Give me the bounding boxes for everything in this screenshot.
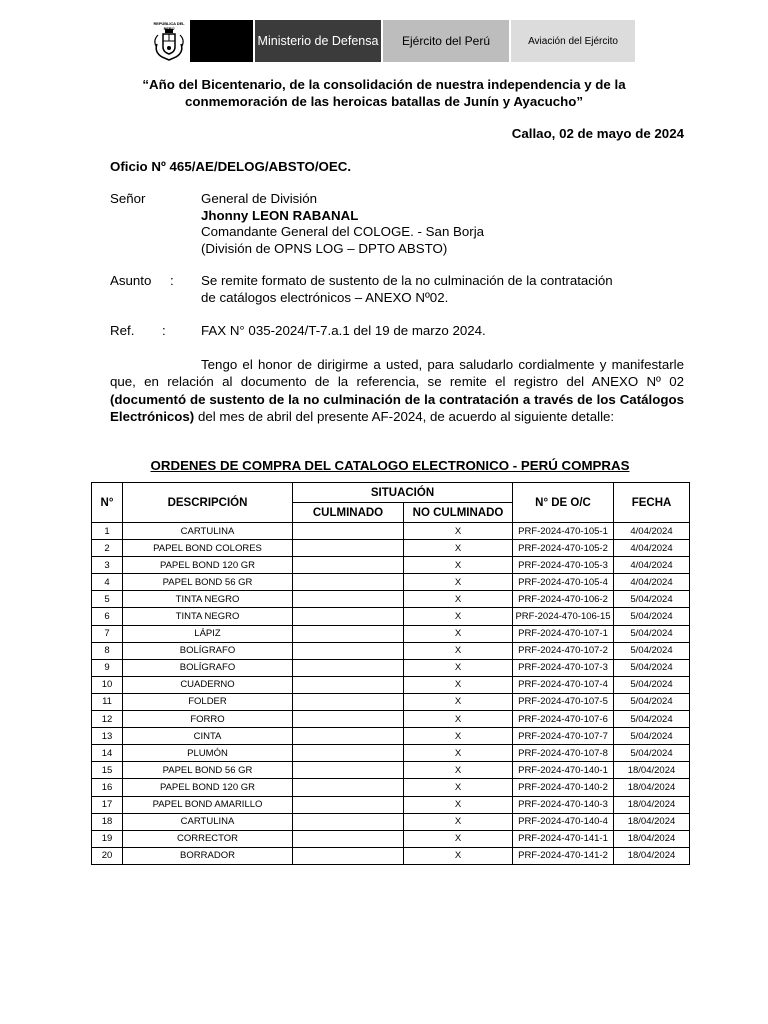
row-order-number: PRF-2024-470-140-3 (513, 796, 614, 813)
row-number: 7 (92, 625, 123, 642)
row-order-number: PRF-2024-470-140-1 (513, 762, 614, 779)
row-no-culminado: X (404, 625, 513, 642)
row-order-number: PRF-2024-470-140-2 (513, 779, 614, 796)
row-no-culminado: X (404, 608, 513, 625)
row-culminado (293, 523, 404, 540)
row-date: 18/04/2024 (614, 830, 690, 847)
row-no-culminado: X (404, 728, 513, 745)
row-number: 13 (92, 728, 123, 745)
body-bold: (documentó de sustento de la no culminación de la contratación a través de los Catálogos Electrónicos) (110, 391, 684, 424)
row-date: 5/04/2024 (614, 693, 690, 710)
row-date: 18/04/2024 (614, 813, 690, 830)
row-description: PAPEL BOND 56 GR (123, 762, 293, 779)
header-black-block (190, 20, 253, 62)
ejercito-peru-block: Ejército del Perú (383, 20, 509, 62)
asunto-line-1: Se remite formato de sustento de la no culminación de la contratación (201, 273, 613, 288)
row-order-number: PRF-2024-470-107-1 (513, 625, 614, 642)
row-culminado (293, 728, 404, 745)
row-order-number: PRF-2024-470-105-4 (513, 574, 614, 591)
table-row (92, 796, 690, 813)
row-culminado (293, 762, 404, 779)
row-order-number: PRF-2024-470-107-4 (513, 676, 614, 693)
row-date: 18/04/2024 (614, 762, 690, 779)
row-no-culminado: X (404, 847, 513, 864)
body-part-2: del mes de abril del presente AF-2024, de acuerdo al siguiente detalle: (194, 408, 615, 424)
header-descripcion: DESCRIPCIÓN (123, 483, 293, 523)
row-order-number: PRF-2024-470-107-2 (513, 642, 614, 659)
recipient-division: (División de OPNS LOG – DPTO ABSTO) (201, 241, 448, 256)
table-row (92, 676, 690, 693)
row-date: 5/04/2024 (614, 659, 690, 676)
row-order-number: PRF-2024-470-106-2 (513, 591, 614, 608)
row-no-culminado: X (404, 779, 513, 796)
row-date: 4/04/2024 (614, 574, 690, 591)
row-order-number: PRF-2024-470-107-3 (513, 659, 614, 676)
ministerio-defensa-block: Ministerio de Defensa (255, 20, 381, 62)
row-date: 4/04/2024 (614, 557, 690, 574)
row-culminado (293, 813, 404, 830)
peru-coat-of-arms-icon (148, 20, 190, 62)
row-description: PAPEL BOND 56 GR (123, 574, 293, 591)
row-description: CORRECTOR (123, 830, 293, 847)
row-number: 15 (92, 762, 123, 779)
row-date: 18/04/2024 (614, 796, 690, 813)
row-description: TINTA NEGRO (123, 591, 293, 608)
table-row (92, 574, 690, 591)
row-culminado (293, 745, 404, 762)
row-number: 1 (92, 523, 123, 540)
row-description: BOLÍGRAFO (123, 642, 293, 659)
table-body (92, 523, 690, 865)
row-date: 5/04/2024 (614, 711, 690, 728)
row-description: PAPEL BOND COLORES (123, 540, 293, 557)
row-order-number: PRF-2024-470-106-15 (513, 608, 614, 625)
table-row (92, 591, 690, 608)
body-paragraph (110, 356, 684, 425)
table-row (92, 625, 690, 642)
table-row (92, 642, 690, 659)
row-no-culminado: X (404, 591, 513, 608)
row-date: 5/04/2024 (614, 591, 690, 608)
row-number: 9 (92, 659, 123, 676)
row-culminado (293, 796, 404, 813)
motto-line-1: “Año del Bicentenario, de la consolidación de nuestra independencia y de la (142, 77, 626, 92)
table-row (92, 608, 690, 625)
row-description: LÁPIZ (123, 625, 293, 642)
ref-text: FAX N° 035-2024/T-7.a.1 del 19 de marzo 2024. (201, 323, 486, 338)
recipient-label: Señor (110, 191, 146, 206)
row-number: 16 (92, 779, 123, 796)
row-culminado (293, 830, 404, 847)
year-motto (100, 76, 668, 110)
recipient-name: Jhonny LEON RABANAL (201, 208, 359, 223)
row-number: 10 (92, 676, 123, 693)
row-order-number: PRF-2024-470-107-7 (513, 728, 614, 745)
row-culminado (293, 779, 404, 796)
row-culminado (293, 591, 404, 608)
row-number: 8 (92, 642, 123, 659)
row-date: 4/04/2024 (614, 523, 690, 540)
row-number: 2 (92, 540, 123, 557)
row-description: PLUMÓN (123, 745, 293, 762)
row-number: 12 (92, 711, 123, 728)
motto-line-2: conmemoración de las heroicas batallas de Junín y Ayacucho” (184, 94, 584, 109)
table-row (92, 779, 690, 796)
row-culminado (293, 659, 404, 676)
row-culminado (293, 676, 404, 693)
row-culminado (293, 642, 404, 659)
row-no-culminado: X (404, 745, 513, 762)
row-order-number: PRF-2024-470-105-1 (513, 523, 614, 540)
row-date: 5/04/2024 (614, 745, 690, 762)
row-order-number: PRF-2024-470-105-2 (513, 540, 614, 557)
row-description: CUADERNO (123, 676, 293, 693)
header-fecha: FECHA (614, 483, 690, 523)
row-culminado (293, 557, 404, 574)
row-order-number: PRF-2024-470-105-3 (513, 557, 614, 574)
row-no-culminado: X (404, 676, 513, 693)
row-culminado (293, 625, 404, 642)
aviacion-ejercito-block: Aviación del Ejército (511, 20, 635, 62)
row-no-culminado: X (404, 711, 513, 728)
table-row (92, 762, 690, 779)
recipient-position: Comandante General del COLOGE. - San Borja (201, 224, 485, 239)
oficio-number: Oficio Nº 465/AE/DELOG/ABSTO/OEC. (110, 159, 352, 174)
row-no-culminado: X (404, 659, 513, 676)
row-number: 14 (92, 745, 123, 762)
row-order-number: PRF-2024-470-140-4 (513, 813, 614, 830)
row-description: PAPEL BOND AMARILLO (123, 796, 293, 813)
asunto-colon: : (170, 273, 174, 288)
table-row (92, 557, 690, 574)
row-description: FORRO (123, 711, 293, 728)
row-no-culminado: X (404, 796, 513, 813)
row-description: BOLÍGRAFO (123, 659, 293, 676)
table-row (92, 540, 690, 557)
row-number: 20 (92, 847, 123, 864)
row-no-culminado: X (404, 830, 513, 847)
row-number: 6 (92, 608, 123, 625)
purchase-orders-table (91, 482, 690, 865)
row-description: TINTA NEGRO (123, 608, 293, 625)
body-part-1: Tengo el honor de dirigirme a usted, para saludarlo cordialmente y manifestarle que, en relación al documento de la referencia, se remite el registro del ANEXO Nº 02 (110, 357, 684, 390)
row-number: 18 (92, 813, 123, 830)
letterhead (148, 20, 635, 62)
row-date: 4/04/2024 (614, 540, 690, 557)
header-no-culminado: NO CULMINADO (404, 503, 513, 523)
row-culminado (293, 711, 404, 728)
asunto-line-2: de catálogos electrónicos – ANEXO Nº02. (201, 290, 449, 305)
row-number: 3 (92, 557, 123, 574)
table-row (92, 728, 690, 745)
row-no-culminado: X (404, 574, 513, 591)
row-culminado (293, 847, 404, 864)
table-row (92, 659, 690, 676)
header-n: N° (92, 483, 123, 523)
ref-label: Ref. (110, 323, 135, 338)
row-no-culminado: X (404, 693, 513, 710)
table-row (92, 693, 690, 710)
row-order-number: PRF-2024-470-107-6 (513, 711, 614, 728)
row-culminado (293, 608, 404, 625)
row-description: CINTA (123, 728, 293, 745)
table-row (92, 523, 690, 540)
row-no-culminado: X (404, 523, 513, 540)
row-date: 5/04/2024 (614, 676, 690, 693)
header-oc: N° DE O/C (513, 483, 614, 523)
row-date: 5/04/2024 (614, 608, 690, 625)
row-description: FOLDER (123, 693, 293, 710)
row-description: CARTULINA (123, 523, 293, 540)
row-culminado (293, 693, 404, 710)
row-description: PAPEL BOND 120 GR (123, 557, 293, 574)
table-row (92, 711, 690, 728)
row-number: 4 (92, 574, 123, 591)
row-date: 18/04/2024 (614, 779, 690, 796)
header-culminado: CULMINADO (293, 503, 404, 523)
row-number: 19 (92, 830, 123, 847)
row-order-number: PRF-2024-470-107-5 (513, 693, 614, 710)
header-situacion: SITUACIÓN (293, 483, 513, 503)
row-description: CARTULINA (123, 813, 293, 830)
row-order-number: PRF-2024-470-141-2 (513, 847, 614, 864)
row-date: 18/04/2024 (614, 847, 690, 864)
row-description: PAPEL BOND 120 GR (123, 779, 293, 796)
row-no-culminado: X (404, 540, 513, 557)
row-no-culminado: X (404, 813, 513, 830)
row-date: 5/04/2024 (614, 728, 690, 745)
document-date: Callao, 02 de mayo de 2024 (511, 126, 684, 141)
ref-colon: : (162, 323, 166, 338)
row-order-number: PRF-2024-470-107-8 (513, 745, 614, 762)
row-date: 5/04/2024 (614, 625, 690, 642)
table-row (92, 847, 690, 864)
row-no-culminado: X (404, 642, 513, 659)
table-row (92, 813, 690, 830)
row-date: 5/04/2024 (614, 642, 690, 659)
recipient-rank: General de División (201, 191, 318, 206)
table-row (92, 830, 690, 847)
row-number: 5 (92, 591, 123, 608)
table-row (92, 745, 690, 762)
row-number: 11 (92, 693, 123, 710)
row-order-number: PRF-2024-470-141-1 (513, 830, 614, 847)
asunto-label: Asunto (110, 273, 152, 288)
crest-label: REPÚBLICA DEL PERÚ (153, 21, 185, 31)
row-number: 17 (92, 796, 123, 813)
row-culminado (293, 540, 404, 557)
row-no-culminado: X (404, 762, 513, 779)
row-culminado (293, 574, 404, 591)
row-description: BORRADOR (123, 847, 293, 864)
row-no-culminado: X (404, 557, 513, 574)
table-title: ORDENES DE COMPRA DEL CATALOGO ELECTRONICO - PERÚ COMPRAS (150, 458, 630, 473)
